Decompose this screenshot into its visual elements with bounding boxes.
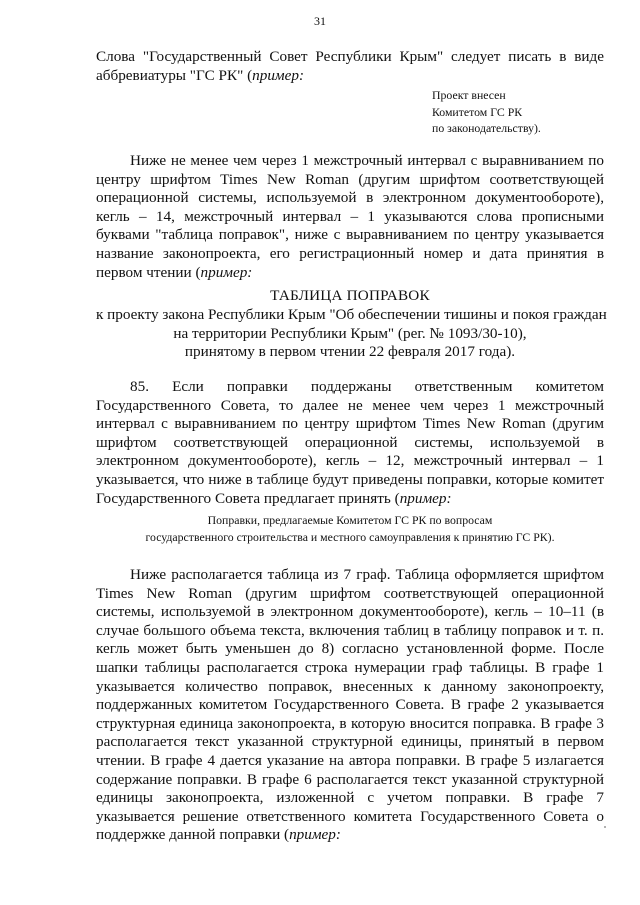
example-label: пример:: [200, 263, 253, 281]
example-label: пример:: [399, 489, 452, 507]
caption-line: государственного строительства и местного самоуправления к принятию ГС РК).: [145, 529, 555, 544]
note-line: по законодательству).: [432, 121, 541, 135]
example-label: пример:: [289, 826, 341, 844]
paragraph-text: Слова "Государственный Совет Республики Крым" следует писать в виде аббревиатуры "ГС РК" (: [96, 48, 604, 84]
table-title: ТАБЛИЦА ПОПРАВОК: [270, 287, 430, 304]
paragraph-text: 85. Если поправки поддержаны ответственным комитетом Государственного Совета, то далее не менее чем через 1 межстрочный интервал с выравниванием по центру шрифтом Times New Roman (другим шрифтом соответствующей операционной системы, используемой в электронном документообороте), кегль – 12, межстрочный интервал – 1 указывается, что ниже в таблице будут приведены поправки, которые комитет Государственного Совета предлагает принять (: [96, 378, 604, 507]
table-subtitle: [96, 306, 607, 362]
paragraph-table-structure: [96, 566, 604, 845]
note-line: Проект внесен: [432, 88, 506, 102]
caption-line: Поправки, предлагаемые Комитетом ГС РК по вопросам: [207, 513, 493, 527]
paragraph-text: Ниже располагается таблица из 7 граф. Таблица оформляется шрифтом Times New Roman (другим шрифтом соответствующей операционной системы, используемой в электронном документообороте), кегль – 10–11 (в случае большого объема текста, включения таблиц в таблицу поправок и т. п. кегль может быть уменьшен до 8) согласно установленной форме. После шапки таблицы располагается строка нумерации граф таблицы. В графе 1 указывается количество поправок, внесенных к данному законопроекту, поддержанных комитетом Государственного Совета. В графе 2 указывается структурная единица законопроекта, в которую вносится поправка. В графе 3 располагается текст указанной структурной единицы, принятый в первом чтении. В графе 4 дается указание на автора поправки. В графе 5 излагается содержание поправки. В графе 6 располагается текст указанной структурной единицы законопроекта, изложенной с учетом поправки. В графе 7 указывается решение ответственного комитета Государственного Совета о поддержке данной поправки (: [96, 566, 604, 844]
page-number: 31: [314, 14, 326, 28]
example-note-project: [432, 87, 622, 137]
paragraph-abbreviation: [96, 48, 604, 85]
example-amendments-caption: [96, 512, 604, 546]
example-label: пример:: [252, 66, 305, 84]
paragraph-text: Ниже не менее чем через 1 межстрочный интервал с выравниванием по центру шрифтом Times New Roman (другим шрифтом соответствующей операционной системы, используемой в электронном документообороте), кегль – 14, межстрочный интервал – 1 указываются слова прописными буквами "таблица поправок", ниже с выравниванием по центру указывается название законопроекта, его регистрационный номер и дата принятия в первом чтении (: [96, 152, 604, 281]
note-line: Комитетом ГС РК: [432, 104, 523, 119]
paragraph-table-heading-rules: [96, 152, 604, 282]
paragraph-85: [96, 378, 604, 508]
subtitle-line: принятому в первом чтении 22 февраля 2017 года).: [184, 343, 516, 360]
subtitle-line: на территории Республики Крым" (рег. № 1093/30-10),: [173, 324, 527, 342]
scan-speck: [604, 826, 606, 828]
subtitle-line: к проекту закона Республики Крым "Об обеспечении тишины и покоя граждан: [96, 306, 607, 323]
